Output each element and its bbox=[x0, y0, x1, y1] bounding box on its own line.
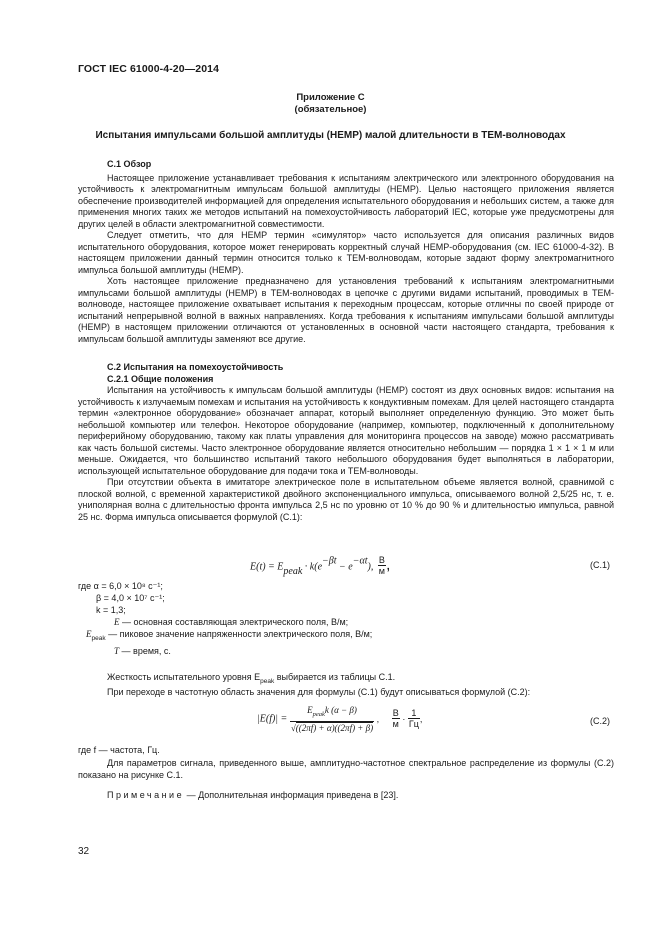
standard-header: ГОСТ IEC 61000-4-20—2014 bbox=[78, 63, 220, 75]
section-c1-heading: С.1 Обзор bbox=[107, 159, 152, 169]
unit-fraction-v: $\frac{В}{м}$ bbox=[392, 708, 399, 730]
paragraph: Жесткость испытательного уровня $E_{peak}$ выбирается из таблицы С.1. bbox=[107, 672, 396, 685]
section-c2 bbox=[78, 362, 614, 523]
paragraph: При отсутствии объекта в имитаторе электрическое поле в испытательном объеме является волной, сравнимой с плоской волной, с временной характеристикой двойного экспоненциального импульса, описываемого волной 2,5/25 нс, т. е. униполярная волна с длительностью фронта импульса 2,5 нс по уровню от 10 % до 90 % и длительностью импульса, равной 25 нс. Форма импульса описывается формулой (С.1): bbox=[78, 477, 614, 522]
equation-c2: |E(f)| = $\frac{E_{peak}k (\alpha - \beta)}{√((2\pi f) + \alpha)((2\pi f) + \beta)}$ , $\frac{В}{м}$ · $\frac{1}{Гц}$ , bbox=[257, 705, 423, 733]
paragraph: Настоящее приложение устанавливает требования к испытаниям электрического или электронного оборудования на устойчивость к электромагнитным импульсам большой амплитуды (HEMP). Целью настоящего приложения является обеспечение производителей информацией для определения испытательного оборудования и небольших систем, а также для применения многих таких же методов испытаний на помехоустойчивость лабораторий IEC, которые уже предусмотрены для других целей в области электромагнитной совместимости. bbox=[78, 172, 614, 229]
after-equation-text bbox=[78, 672, 614, 699]
paragraph: Следует отметить, что для HEMP термин «симулятор» часто используется для описания различных видов испытательного оборудования, которое может генерировать корректный случай HEMP-оборудования (см. IEC 61000-4-32). В настоящем приложении данный термин относится только к ТЕМ-волноводам, которые задают форму электромагнитного импульса большой амплитуды (HEMP). bbox=[78, 230, 614, 275]
unit-fraction: $\frac{В}{м}$ bbox=[378, 555, 385, 576]
equation-number-c1: (С.1) bbox=[590, 560, 610, 570]
var-T: T — время, с. bbox=[114, 645, 171, 656]
var-k: k = 1,3; bbox=[96, 605, 126, 615]
equation-number-c2: (С.2) bbox=[590, 716, 610, 726]
appendix-title: Приложение С bbox=[296, 92, 365, 103]
section-c1 bbox=[78, 159, 614, 345]
spectrum-paragraph bbox=[78, 758, 614, 781]
unit-fraction-hz: $\frac{1}{Гц}$ bbox=[408, 708, 419, 730]
var-E: E — основная составляющая электрического поля, В/м; bbox=[114, 617, 349, 627]
note bbox=[107, 790, 398, 800]
appendix-status: (обязательное) bbox=[294, 104, 367, 115]
appendix-heading bbox=[0, 92, 661, 116]
var-beta: β = 4,0 × 10⁷ с⁻¹; bbox=[96, 593, 165, 603]
var-Epeak: $E_{peak}$ — пиковое значение напряженности электрического поля, В/м; bbox=[86, 629, 373, 642]
paragraph: Испытания на устойчивость к импульсам большой амплитуды (HEMP) состоят из двух основных видов: испытания на устойчивость к излучаемым помехам и испытания на устойчивость к кондуктивным помехам. Для целей настоящего стандарта термин «электронное оборудование» обозначает аппарат, который выполняет определенную функцию. Это может быть небольшой компьютер или телефон. Некоторое оборудование (например, компьютер, подключенный к дополнительному периферийному оборудованию, такому как платы управления для мониторинга процессов на заводе) можно рассматривать как часть большой системы. Часто электронное оборудование является относительно небольшим — порядка 1 × 1 × 1 м или меньше. Ожидается, что большинство испытаний такого небольшого оборудования будет выполняться в лаборатории, использующей испытательное оборудование для подачи тока и ТЕМ-волноводы. bbox=[78, 385, 614, 476]
note-text: — Дополнительная информация приведена в [23]. bbox=[184, 790, 399, 800]
page-number: 32 bbox=[78, 846, 90, 857]
equation-c1: $E(t) = E_{peak} \cdot k(e^{-\beta t} - e^{-\alpha t})$, $\frac{В}{м}$ , bbox=[250, 555, 391, 577]
section-c21-heading: С.2.1 Общие положения bbox=[107, 373, 214, 384]
variable-list bbox=[78, 580, 372, 657]
document-title: Испытания импульсами большой амплитуды (HEMP) малой длительности в ТЕМ-волноводах bbox=[95, 130, 566, 141]
paragraph: Хоть настоящее приложение предназначено для установления требований к испытаниям электромагнитными импульсами большой амплитуды (HEMP) в ТЕМ-волноводах в цепочке с другими видами испытаний, проводимых в ТЕМ-волноводе, настоящее приложение охватывает испытания к переходным процессам, которые отличны по своей природе от испытаний непрерывной волной в важных направлениях. Когда требования к испытаниям импульсами большой амплитуды (HEMP) в настоящем приложении отличаются от установленных в основной части настоящего стандарта, требования к импульсам большой амплитуды заменяют все другие. bbox=[78, 276, 614, 344]
var-alpha: где α = 6,0 × 10⁸ с⁻¹; bbox=[78, 581, 163, 591]
note-label: Примечание bbox=[107, 790, 185, 800]
section-c2-heading: С.2 Испытания на помехоустойчивость bbox=[107, 362, 284, 372]
frequency-definition: где f — частота, Гц. bbox=[78, 745, 160, 755]
paragraph: При переходе в частотную область значения для формулы (С.1) будут описываться формулой (С.2): bbox=[107, 687, 531, 698]
main-fraction: $\frac{E_{peak}k (\alpha - \beta)}{√((2\pi f) + \alpha)((2\pi f) + \beta)}$ bbox=[290, 705, 374, 733]
paragraph: Для параметров сигнала, приведенного выше, амплитудно-частотное спектральное распределение из формулы (С.2) показано на рисунке С.1. bbox=[78, 758, 614, 780]
